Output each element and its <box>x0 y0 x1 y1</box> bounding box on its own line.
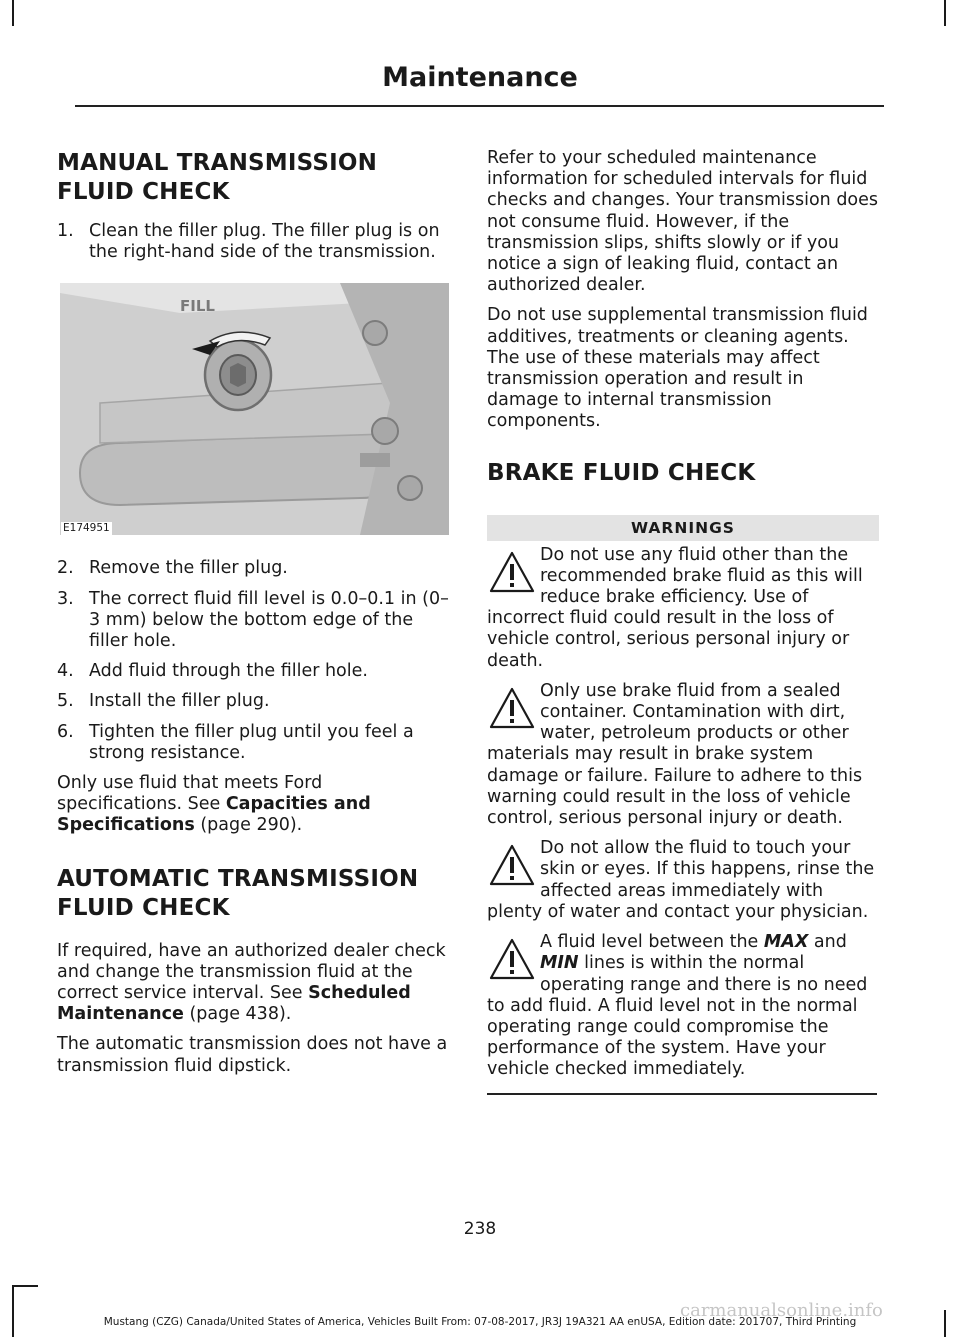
automatic-para-2: The automatic transmission does not have a transmission fluid dipstick. <box>57 1034 448 1076</box>
warning-4: A fluid level between the MAX and MIN lines is within the normal operating range and there is no need to add fluid. A fluid level not in the normal operating range could compromise the performance of the system. Have your vehicle checked immediately. <box>487 932 868 1080</box>
step-item: 4. Add fluid through the filler hole. <box>57 661 368 682</box>
manual-steps-list-b <box>57 558 449 764</box>
header-rule <box>75 105 884 107</box>
fluid-spec-note: Only use fluid that meets Ford specifications. See Capacities and Specifications (page 290). <box>57 773 371 836</box>
warning-triangle-icon <box>487 547 537 599</box>
scheduled-maintenance-link[interactable]: Scheduled Maintenance <box>57 983 411 1025</box>
brake-fluid-heading: BRAKE FLUID CHECK <box>487 459 756 486</box>
filler-plug-figure <box>60 283 449 535</box>
warning-triangle-icon <box>487 934 537 986</box>
page-header-title: Maintenance <box>382 62 578 93</box>
step-item: 5. Install the filler plug. <box>57 691 270 712</box>
figure-id: E174951 <box>63 522 110 535</box>
step-item: 1. Clean the filler plug. The filler plug is on the right-hand side of the transmission. <box>57 221 440 263</box>
max-mark-label: MAX <box>763 932 809 953</box>
crop-mark-top-left <box>12 0 14 26</box>
fill-embossed-label: FILL <box>180 297 215 316</box>
step-item: 3. The correct fluid fill level is 0.0–0.1 in (0–3 mm) below the bottom edge of the filler hole. <box>57 588 449 652</box>
crop-mark-bottom-left-h <box>12 1285 38 1287</box>
automatic-para-1: If required, have an authorized dealer check and change the transmission fluid at the correct service interval. See Scheduled Maintenance (page 438). <box>57 940 446 1025</box>
min-mark-label: MIN <box>540 953 579 974</box>
crop-mark-top-right <box>944 0 946 26</box>
right-column <box>487 140 879 1095</box>
warnings-header: WARNINGS <box>487 515 879 541</box>
warning-1: Do not use any fluid other than the recommended brake fluid as this will reduce brake efficiency. Use of incorrect fluid could result in the loss of vehicle control, serious personal injury or death. <box>487 544 863 671</box>
step-item: 2. Remove the filler plug. <box>57 558 288 579</box>
warning-triangle-icon <box>487 683 537 735</box>
manual-transmission-heading: MANUAL TRANSMISSION FLUID CHECK <box>57 150 378 205</box>
warnings-end-rule <box>487 1093 877 1095</box>
manual-steps-list-a <box>57 221 449 263</box>
left-column <box>57 140 449 1077</box>
warning-3: Do not allow the fluid to touch your skin or eyes. If this happens, rinse the affected areas immediately with plenty of water and contact your physician. <box>487 838 875 922</box>
transmission-illustration <box>60 283 449 535</box>
warning-2: Only use brake fluid from a sealed container. Contamination with dirt, water, petroleum products or other materials may result in brake system damage or failure. Failure to adhere to this warning could result in the loss of vehicle control, serious personal injury or death. <box>487 680 863 829</box>
warning-triangle-icon <box>487 840 537 892</box>
intro-para-2: Do not use supplemental transmission fluid additives, treatments or cleaning agents. The use of these materials may affect transmission operation and result in damage to internal transmission components. <box>487 305 868 432</box>
footer-edition-info: Mustang (CZG) Canada/United States of America, Vehicles Built From: 07-08-2017, JR3J 19A321 AA enUSA, Edition date: 201707, Third Printing <box>103 1316 857 1328</box>
page-number: 238 <box>463 1219 497 1239</box>
intro-para-1: Refer to your scheduled maintenance information for scheduled intervals for fluid checks and changes. Your transmission does not consume fluid. However, if the transmission slips, shifts slowly or if you notice a sign of leaking fluid, contact an authorized dealer. <box>487 148 879 296</box>
automatic-transmission-heading: AUTOMATIC TRANSMISSION FLUID CHECK <box>57 865 419 921</box>
capacities-link[interactable]: Capacities and Specifications <box>57 794 371 836</box>
watermark: carmanualsonline.info <box>680 1300 883 1321</box>
step-item: 6. Tighten the filler plug until you feel a strong resistance. <box>57 721 414 763</box>
